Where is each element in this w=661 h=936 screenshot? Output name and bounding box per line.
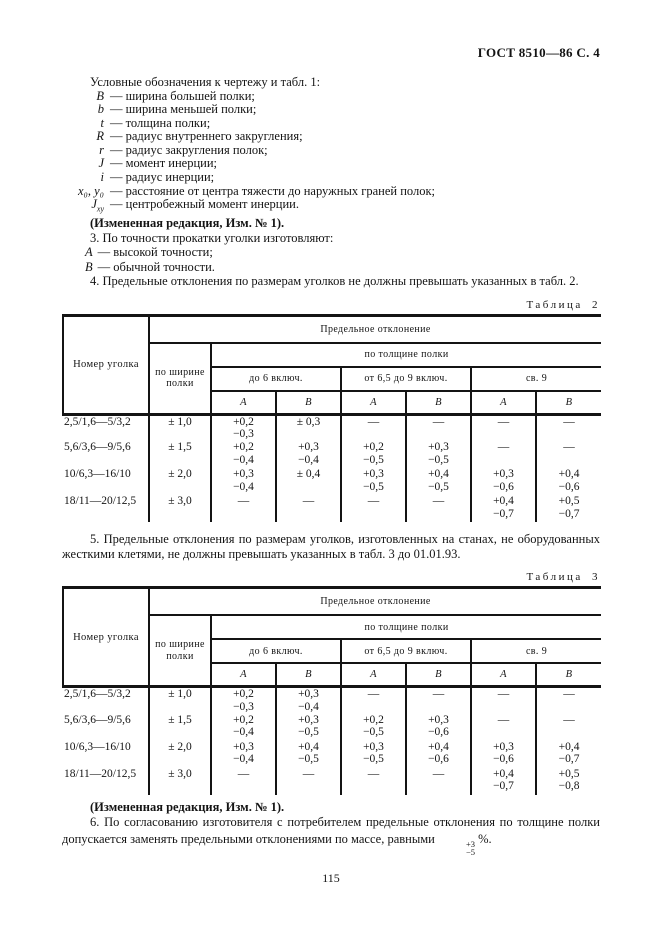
- thickness-deviation-cell: [406, 714, 471, 741]
- angle-number-cell: [63, 468, 149, 495]
- thickness-deviation-cell: [536, 768, 601, 795]
- cell-line: −0,7: [493, 780, 514, 793]
- cell-line: +0,4: [558, 740, 580, 753]
- angle-number-cell: [63, 741, 149, 768]
- cell-line: +0,2: [233, 415, 254, 428]
- col-header-by-thickness: по толщине полки: [211, 615, 601, 639]
- col-header-accuracy-a3: А: [471, 663, 536, 687]
- cell-line: −0,6: [428, 753, 449, 766]
- cell-line: −0,5: [428, 453, 449, 466]
- item-4: 4. Предельные отклонения по размерам уголков не должны превышать указанных в табл. 2.: [90, 274, 579, 289]
- symbol-label: J: [98, 156, 104, 171]
- thickness-deviation-cell: [406, 687, 471, 714]
- thickness-deviation-cell: [341, 768, 406, 795]
- col-header-by-thickness: по толщине полки: [211, 343, 601, 367]
- table-row: [63, 441, 601, 468]
- angle-number-cell: [63, 687, 149, 714]
- cell-line: —: [367, 415, 380, 428]
- thickness-deviation-cell: [211, 687, 276, 714]
- thickness-deviation-cell: [536, 495, 601, 522]
- cell-line: —: [497, 415, 510, 428]
- cell-line: —: [432, 767, 445, 780]
- col-header-angle-number: Номер уголка: [63, 315, 149, 414]
- definition-text: — толщина полки;: [110, 115, 211, 130]
- definition-text: — радиус инерции;: [110, 170, 215, 185]
- definition-line: [62, 185, 600, 199]
- cell-line: —: [432, 495, 445, 508]
- thickness-deviation-cell: [471, 414, 536, 441]
- definition-line: [62, 144, 600, 158]
- thickness-deviation-cell: [536, 441, 601, 468]
- thickness-deviation-cell: [471, 768, 536, 795]
- accuracy-b-text: — обычной точности.: [97, 259, 215, 274]
- cell-line: −0,5: [298, 726, 319, 739]
- cell-line: −0,7: [493, 507, 514, 520]
- cell-line: −0,5: [428, 480, 449, 493]
- cell-line: +0,3: [298, 441, 319, 454]
- document-header: ГОСТ 8510—86 С. 4: [477, 45, 600, 60]
- col-header-by-width: по ширине полки: [149, 343, 211, 415]
- mass-tolerance-upper: +3: [465, 839, 476, 850]
- definition-line: [62, 198, 600, 216]
- item-5: 5. Предельные отклонения по размерам уголков, изготовленных на станах, не оборудованных жесткими клетями, не должны превышать указанных в табл. 3 до 01.01.93.: [62, 532, 600, 561]
- angle-number-cell: [63, 768, 149, 795]
- width-deviation-cell: [149, 714, 211, 741]
- cell-line: —: [563, 688, 575, 701]
- table2-deviations: [62, 314, 601, 523]
- cell-line: +0,3: [298, 713, 319, 726]
- symbol-label: b: [97, 102, 104, 117]
- thickness-deviation-cell: [276, 768, 341, 795]
- thickness-deviation-cell: [471, 714, 536, 741]
- col-header-accuracy-a2: А: [341, 391, 406, 415]
- thickness-deviation-cell: [471, 741, 536, 768]
- cell-line: —: [302, 767, 315, 780]
- cell-line: +0,4: [558, 468, 580, 481]
- definition-line: [62, 117, 600, 131]
- cell-line: ± 1,5: [168, 713, 192, 726]
- angle-number-cell: [63, 714, 149, 741]
- cell-line: —: [302, 495, 315, 508]
- cell-line: —: [432, 688, 445, 701]
- thickness-deviation-cell: [211, 441, 276, 468]
- table3-deviations: [62, 586, 601, 795]
- definition-text: — центробежный момент инерции.: [110, 197, 299, 212]
- col-header-limit-deviation: Предельное отклонение: [149, 315, 601, 343]
- thickness-deviation-cell: [341, 468, 406, 495]
- thickness-deviation-cell: [536, 714, 601, 741]
- accuracy-b-symbol: В: [85, 259, 93, 274]
- table3-header: [63, 588, 601, 687]
- width-deviation-cell: [149, 741, 211, 768]
- cell-line: −0,5: [363, 453, 384, 466]
- symbol-label: t: [100, 115, 104, 130]
- cell-line: ± 3,0: [168, 495, 192, 508]
- cell-line: −0,3: [233, 700, 254, 713]
- symbol-label: x₀, y₀: [77, 183, 104, 198]
- cell-line: 2,5/1,6—5/3,2: [64, 688, 131, 701]
- cell-line: ± 1,5: [168, 441, 192, 454]
- cell-line: ± 0,4: [296, 468, 321, 481]
- thickness-deviation-cell: [341, 441, 406, 468]
- col-header-angle-number: Номер уголка: [63, 588, 149, 687]
- cell-line: ± 2,0: [168, 740, 192, 753]
- cell-line: —: [497, 688, 510, 701]
- cell-line: −0,8: [558, 780, 580, 793]
- col-header-accuracy-b1: В: [276, 663, 341, 687]
- cell-line: +0,5: [558, 767, 580, 780]
- thickness-deviation-cell: [211, 495, 276, 522]
- table2-header: [63, 315, 601, 414]
- definition-text: — момент инерции;: [110, 156, 218, 171]
- cell-line: —: [237, 495, 250, 508]
- cell-line: +0,3: [363, 468, 384, 481]
- col-header-accuracy-a1: А: [211, 663, 276, 687]
- table3-body: [63, 687, 601, 795]
- thickness-deviation-cell: [406, 741, 471, 768]
- symbol-definitions: [62, 90, 600, 217]
- definition-line: [62, 171, 600, 185]
- width-deviation-cell: [149, 468, 211, 495]
- thickness-deviation-cell: [341, 414, 406, 441]
- col-header-range-over9: св. 9: [471, 367, 601, 391]
- definition-text: — ширина меньшей полки;: [110, 102, 257, 117]
- cell-line: —: [367, 767, 380, 780]
- col-header-accuracy-b2: В: [406, 391, 471, 415]
- cell-line: 5,6/3,6—9/5,6: [64, 441, 131, 454]
- cell-line: −0,5: [363, 726, 384, 739]
- cell-line: +0,3: [428, 441, 449, 454]
- cell-line: —: [367, 688, 380, 701]
- cell-line: −0,4: [298, 700, 319, 713]
- cell-line: ± 1,0: [168, 688, 192, 701]
- cell-line: −0,4: [233, 453, 254, 466]
- cell-line: −0,4: [233, 480, 254, 493]
- width-deviation-cell: [149, 441, 211, 468]
- cell-line: 10/6,3—16/10: [64, 468, 131, 481]
- col-header-accuracy-a1: А: [211, 391, 276, 415]
- col-header-range-to6: до 6 включ.: [211, 367, 341, 391]
- thickness-deviation-cell: [276, 687, 341, 714]
- cell-line: ± 2,0: [168, 468, 192, 481]
- item-6: [62, 814, 600, 856]
- cell-line: +0,2: [363, 713, 384, 726]
- thickness-deviation-cell: [471, 687, 536, 714]
- col-header-accuracy-b1: В: [276, 391, 341, 415]
- table-row: [63, 687, 601, 714]
- accuracy-a-text: — высокой точности;: [97, 245, 213, 260]
- col-header-range-6to9: от 6,5 до 9 включ.: [341, 639, 471, 663]
- cell-line: —: [367, 495, 380, 508]
- cell-line: −0,5: [363, 753, 384, 766]
- symbol-label: R: [96, 129, 104, 144]
- symbol-label: $J_{xy}$: [91, 197, 104, 214]
- col-header-range-to6: до 6 включ.: [211, 639, 341, 663]
- cell-line: −0,6: [428, 726, 449, 739]
- col-header-accuracy-b3: В: [565, 669, 573, 681]
- accuracy-a-line: [62, 245, 600, 260]
- width-deviation-cell: [149, 768, 211, 795]
- cell-line: +0,3: [493, 740, 514, 753]
- cell-line: 10/6,3—16/10: [64, 740, 131, 753]
- cell-line: +0,5: [558, 495, 580, 508]
- col-header-by-width: по ширине полки: [149, 615, 211, 687]
- table-row: [63, 414, 601, 441]
- thickness-deviation-cell: [406, 468, 471, 495]
- width-deviation-cell: [149, 414, 211, 441]
- cell-line: +0,3: [233, 468, 254, 481]
- table2-caption: Таблица 2: [526, 298, 600, 311]
- definition-line: [62, 130, 600, 144]
- cell-line: +0,2: [233, 713, 254, 726]
- thickness-deviation-cell: [276, 441, 341, 468]
- cell-line: −0,4: [233, 726, 254, 739]
- definition-line: [62, 103, 600, 117]
- cell-line: —: [563, 713, 575, 726]
- item-6-suffix: %.: [478, 832, 492, 847]
- col-header-accuracy-b3: В: [565, 396, 573, 408]
- width-deviation-cell: [149, 495, 211, 522]
- definition-text: — ширина большей полки;: [110, 88, 255, 103]
- col-header-accuracy-b2: В: [406, 663, 471, 687]
- mass-tolerance-fraction: [438, 840, 475, 856]
- col-header-range-over9: св. 9: [471, 639, 601, 663]
- cell-line: +0,3: [233, 740, 254, 753]
- cell-line: —: [497, 713, 510, 726]
- accuracy-a-symbol: А: [85, 245, 93, 260]
- accuracy-b-line: [62, 260, 600, 275]
- cell-line: +0,4: [428, 740, 449, 753]
- thickness-deviation-cell: [341, 741, 406, 768]
- cell-line: +0,3: [363, 740, 384, 753]
- cell-line: +0,2: [363, 441, 384, 454]
- thickness-deviation-cell: [471, 441, 536, 468]
- definition-line: [62, 90, 600, 104]
- thickness-deviation-cell: [211, 741, 276, 768]
- table-row: [63, 768, 601, 795]
- cell-line: −0,4: [298, 453, 319, 466]
- cell-line: —: [563, 441, 575, 454]
- col-header-limit-deviation: Предельное отклонение: [149, 588, 601, 616]
- symbol-label: i: [100, 170, 104, 185]
- symbol-label: r: [99, 142, 104, 157]
- width-deviation-cell: [149, 687, 211, 714]
- table-row: [63, 468, 601, 495]
- thickness-deviation-cell: [471, 495, 536, 522]
- thickness-deviation-cell: [276, 714, 341, 741]
- cell-line: —: [237, 767, 250, 780]
- cell-line: +0,3: [298, 688, 319, 701]
- col-header-accuracy-a2: А: [341, 663, 406, 687]
- thickness-deviation-cell: [211, 768, 276, 795]
- symbols-lead: Условные обозначения к чертежу и табл. 1:: [90, 75, 321, 89]
- angle-number-cell: [63, 441, 149, 468]
- cell-line: +0,4: [428, 468, 449, 481]
- cell-line: +0,4: [493, 495, 514, 508]
- definition-text: — расстояние от центра тяжести до наружных граней полок;: [110, 183, 435, 198]
- cell-line: ± 0,3: [296, 415, 321, 428]
- cell-line: −0,6: [558, 480, 580, 493]
- col-header-range-6to9: от 6,5 до 9 включ.: [341, 367, 471, 391]
- table-row: [63, 495, 601, 522]
- thickness-deviation-cell: [341, 495, 406, 522]
- cell-line: −0,5: [363, 480, 384, 493]
- cell-line: +0,2: [233, 441, 254, 454]
- cell-line: −0,3: [233, 428, 254, 441]
- thickness-deviation-cell: [536, 687, 601, 714]
- cell-line: −0,5: [298, 753, 319, 766]
- angle-number-cell: [63, 414, 149, 441]
- definition-text: — радиус внутреннего закругления;: [110, 129, 303, 144]
- thickness-deviation-cell: [211, 414, 276, 441]
- cell-line: +0,4: [298, 740, 319, 753]
- cell-line: −0,6: [493, 753, 514, 766]
- cell-line: +0,3: [493, 468, 514, 481]
- col-header-accuracy-a3: А: [471, 391, 536, 415]
- thickness-deviation-cell: [471, 468, 536, 495]
- table3-caption: Таблица 3: [526, 571, 600, 584]
- cell-line: —: [432, 415, 445, 428]
- cell-line: ± 3,0: [168, 767, 192, 780]
- thickness-deviation-cell: [211, 714, 276, 741]
- thickness-deviation-cell: [406, 414, 471, 441]
- cell-line: 18/11—20/12,5: [64, 495, 137, 508]
- cell-line: −0,4: [233, 753, 254, 766]
- cell-line: ± 1,0: [168, 415, 192, 428]
- table-row: [63, 714, 601, 741]
- definition-line: [62, 157, 600, 171]
- cell-line: +0,4: [493, 767, 514, 780]
- cell-line: −0,7: [558, 507, 580, 520]
- thickness-deviation-cell: [341, 687, 406, 714]
- amended-note-2: (Измененная редакция, Изм. № 1).: [90, 799, 285, 814]
- item-3: 3. По точности прокатки уголки изготовляют:: [90, 230, 334, 245]
- table2-body: [63, 414, 601, 522]
- angle-number-cell: [63, 495, 149, 522]
- thickness-deviation-cell: [406, 495, 471, 522]
- thickness-deviation-cell: [536, 414, 601, 441]
- cell-line: —: [497, 441, 510, 454]
- thickness-deviation-cell: [536, 741, 601, 768]
- thickness-deviation-cell: [406, 441, 471, 468]
- cell-line: +0,3: [428, 713, 449, 726]
- thickness-deviation-cell: [536, 468, 601, 495]
- cell-line: 18/11—20/12,5: [64, 767, 137, 780]
- cell-line: —: [563, 415, 575, 428]
- thickness-deviation-cell: [406, 768, 471, 795]
- page-number: 115: [322, 871, 340, 886]
- thickness-deviation-cell: [276, 468, 341, 495]
- cell-line: 5,6/3,6—9/5,6: [64, 713, 131, 726]
- thickness-deviation-cell: [276, 741, 341, 768]
- definition-text: — радиус закругления полок;: [110, 142, 268, 157]
- cell-line: −0,6: [493, 480, 514, 493]
- cell-line: +0,2: [233, 688, 254, 701]
- mass-tolerance-lower: −5: [465, 847, 476, 858]
- cell-line: −0,7: [558, 753, 580, 766]
- thickness-deviation-cell: [341, 714, 406, 741]
- table-row: [63, 741, 601, 768]
- cell-line: 2,5/1,6—5/3,2: [64, 415, 131, 428]
- thickness-deviation-cell: [211, 468, 276, 495]
- thickness-deviation-cell: [276, 414, 341, 441]
- thickness-deviation-cell: [276, 495, 341, 522]
- item-6-text: 6. По согласованию изготовителя с потребителем предельные отклонения по толщине полки допускается заменять предельными отклонениями по массе, равными: [62, 815, 600, 847]
- symbol-label: B: [96, 88, 104, 103]
- amended-note-1: (Измененная редакция, Изм. № 1).: [90, 216, 285, 231]
